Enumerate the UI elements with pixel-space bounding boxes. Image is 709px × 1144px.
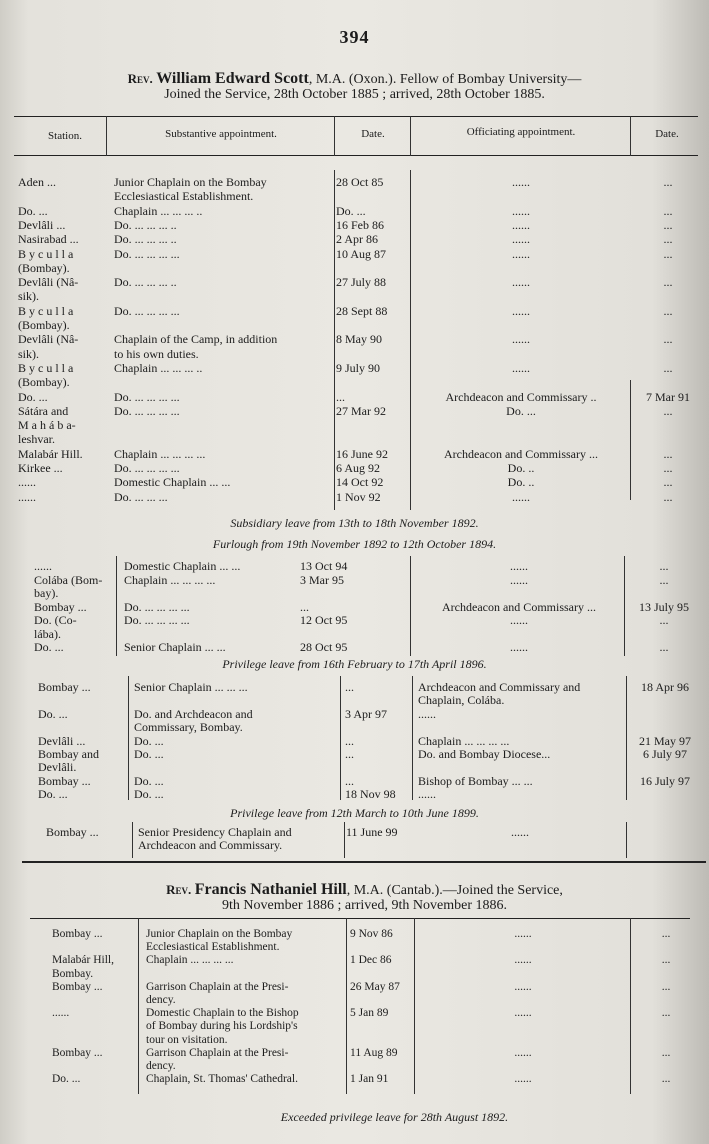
row-4-off: ......	[512, 232, 530, 247]
row-21-sub: Domestic Chaplain ... ...	[114, 475, 231, 490]
row-15-station: Do. ...	[18, 389, 48, 404]
entry-1-title-rest: , M.A. (Oxon.). Fellow of Bombay University—	[308, 72, 582, 87]
divider	[412, 676, 413, 800]
row-13-station: B y c u l l a	[18, 360, 74, 375]
divider	[630, 918, 631, 1094]
row-0-date: 13 Oct 94	[300, 559, 348, 573]
row-9-station: B y c u l l a	[18, 303, 74, 318]
row-2-off: ......	[512, 203, 530, 218]
row-7-d2: ...	[663, 275, 673, 290]
col-station: Station.	[48, 130, 82, 142]
row-4-station: Nasirabad ...	[18, 232, 79, 247]
entry-2-heading	[10, 882, 709, 913]
row-6-station: Do. ...	[34, 640, 64, 654]
row-2-sub: Chaplain ... ... ... ..	[114, 203, 203, 218]
row-6-sub: Senior Chaplain ... ...	[124, 640, 226, 654]
row-9-sub: Do. ... ... ... ...	[114, 303, 180, 318]
row-2-date: 3 Apr 97	[345, 706, 387, 721]
row-3-date: 16 Feb 86	[336, 217, 384, 232]
row-7-sub: of Bombay during his Lordship's	[146, 1020, 298, 1033]
row-8-station: sik).	[18, 289, 39, 304]
row-5-sub: Do. ...	[134, 747, 164, 761]
row-0-sub: Domestic Chaplain ... ...	[124, 559, 241, 573]
row-9-d2: ...	[663, 303, 673, 318]
row-22-date: 1 Nov 92	[336, 489, 381, 504]
row-4-sub: Do. ...	[134, 733, 164, 748]
row-7-off: Bishop of Bombay ... ...	[418, 773, 533, 788]
row-11-sub: Chaplain of the Camp, in addition	[114, 332, 278, 347]
header-bottom-rule	[14, 155, 698, 156]
row-1-sub: Archdeacon and Commissary.	[138, 838, 283, 852]
row-20-off: Do. ..	[507, 461, 535, 475]
divider	[414, 918, 415, 1094]
row-13-off: ......	[512, 360, 530, 375]
row-0-station: Bombay ...	[46, 825, 99, 839]
col-date-1: Date.	[361, 128, 385, 140]
page-number: 394	[339, 27, 370, 47]
divider	[334, 170, 335, 510]
table-top-rule	[14, 116, 698, 117]
row-6-station: (Bombay).	[18, 260, 70, 275]
row-4-sub: Do. ... ... ... ..	[114, 232, 177, 247]
entry-1-rev: Rev.	[127, 71, 153, 86]
note-privilege-leave-1899: Privilege leave from 12th March to 10th June 1899.	[230, 806, 479, 820]
row-0-station: Bombay ...	[52, 928, 103, 940]
row-4-sub: Do. ... ... ... ...	[124, 613, 190, 627]
row-4-off: ......	[514, 980, 532, 993]
row-4-station: Do. (Co-	[34, 613, 77, 627]
row-7-sub: Do. ...	[134, 773, 164, 788]
entry-1-service-line: Joined the Service, 28th October 1885 ; arrived, 28th October 1885.	[164, 87, 545, 102]
row-2-station: bay).	[34, 586, 59, 600]
row-15-sub: Do. ... ... ... ...	[114, 389, 180, 404]
row-5-off: ......	[512, 246, 530, 261]
row-11-date: 1 Jan 91	[350, 1073, 389, 1086]
row-22-off: ......	[512, 489, 530, 504]
row-4-date: 12 Oct 95	[300, 613, 348, 627]
row-16-off: Do. ...	[506, 403, 536, 418]
row-19-station: Malabár Hill.	[18, 446, 83, 461]
row-20-d2: ...	[663, 461, 673, 475]
divider	[334, 116, 335, 156]
row-16-date: 27 Mar 92	[336, 403, 386, 418]
row-4-d2: ...	[659, 613, 669, 627]
row-0-off: ......	[511, 825, 529, 839]
row-4-date: 2 Apr 86	[336, 232, 378, 247]
row-4-off: Chaplain ... ... ... ...	[418, 733, 510, 748]
row-17-station: M a h á b a-	[18, 418, 76, 433]
row-1-station: Colába (Bom-	[34, 572, 103, 587]
row-3-sub: Commissary, Bombay.	[134, 720, 243, 735]
row-3-d2: ...	[663, 217, 673, 232]
row-9-sub: Garrison Chaplain at the Presi-	[146, 1046, 289, 1059]
row-19-d2: ...	[663, 446, 673, 461]
row-8-sub: Do. ...	[134, 787, 164, 802]
note-privilege-leave-1896: Privilege leave from 16th February to 17th April 1896.	[222, 657, 487, 671]
row-3-sub: Do. ... ... ... ...	[124, 599, 190, 614]
row-21-station: ......	[18, 475, 36, 490]
row-0-station: ......	[34, 559, 52, 573]
row-9-date: 28 Sept 88	[336, 303, 388, 318]
entry-2-name: Francis Nathaniel Hill	[194, 881, 347, 898]
divider	[626, 822, 627, 858]
row-20-station: Kirkee ...	[18, 461, 63, 475]
row-12-station: sik).	[18, 346, 39, 361]
entry-2-title-rest: , M.A. (Cantab.).—Joined the Service,	[346, 883, 563, 898]
divider	[132, 822, 133, 858]
row-6-station: ......	[52, 1007, 70, 1020]
row-11-sub: Chaplain, St. Thomas' Cathedral.	[146, 1073, 298, 1086]
row-0-date: 9 Nov 86	[350, 928, 393, 940]
row-5-date: 10 Aug 87	[336, 246, 387, 261]
row-16-d2: ...	[663, 403, 673, 418]
entry-2-rev: Rev.	[166, 882, 192, 897]
row-10-sub: dency.	[146, 1060, 176, 1072]
col-date-2: Date.	[655, 128, 679, 140]
row-15-d2: 7 Mar 91	[646, 389, 690, 404]
row-2-d2: ...	[661, 954, 671, 967]
divider	[630, 116, 631, 156]
row-5-station: B y c u l l a	[18, 246, 74, 261]
row-7-sub: Do. ... ... ... ..	[114, 275, 177, 290]
row-12-sub: to his own duties.	[114, 346, 199, 361]
row-1-sub: Chaplain ... ... ... ...	[124, 572, 216, 587]
row-1-d2: ...	[659, 572, 669, 587]
note-exceeded-leave: Exceeded privilege leave for 28th August 1892.	[280, 1110, 509, 1124]
row-6-date: 28 Oct 95	[300, 640, 348, 654]
row-4-d2: ...	[663, 232, 673, 247]
divider	[346, 918, 347, 1094]
divider	[630, 380, 631, 500]
row-0-off: Archdeacon and Commissary and	[418, 680, 581, 694]
divider	[340, 676, 341, 800]
col-officiating: Officiating appointment.	[466, 126, 576, 138]
row-6-off: ......	[514, 1007, 532, 1020]
row-19-date: 16 June 92	[336, 446, 388, 461]
row-9-off: ......	[512, 303, 530, 318]
row-6-d2: ...	[659, 640, 669, 654]
note-furlough: Furlough from 19th November 1892 to 12th October 1894.	[212, 537, 497, 551]
row-7-off: ......	[512, 275, 530, 290]
row-4-off: ......	[510, 613, 528, 627]
row-0-d2: ...	[663, 175, 673, 189]
row-4-d2: 21 May 97	[639, 733, 691, 748]
row-15-off: Archdeacon and Commissary ..	[445, 389, 597, 404]
row-0-sub: Senior Presidency Chaplain and	[138, 825, 292, 839]
entry-1-name: William Edward Scott	[156, 70, 309, 87]
row-2-sub: Chaplain ... ... ... ...	[146, 954, 234, 967]
row-0-d2: 18 Apr 96	[641, 680, 689, 694]
row-21-d2: ...	[663, 475, 673, 490]
row-3-station: Bombay ...	[34, 599, 87, 614]
entry-2-service-line: 9th November 1886 ; arrived, 9th November 1886.	[222, 898, 507, 913]
row-11-d2: ...	[661, 1073, 671, 1086]
row-0-off: ......	[510, 559, 528, 573]
row-5-station: lába).	[34, 626, 61, 641]
row-2-date: Do. ...	[336, 203, 366, 218]
row-4-station: Devlâli ...	[38, 733, 86, 748]
row-7-station: Devlâli (Nâ-	[18, 275, 79, 290]
row-3-station: Bombay.	[52, 967, 94, 980]
entry-1-heading	[0, 71, 709, 102]
row-18-station: leshvar.	[18, 432, 55, 447]
row-22-d2: ...	[663, 489, 673, 504]
row-8-off: ......	[418, 787, 436, 802]
row-0-off: ......	[514, 928, 532, 940]
row-9-station: Bombay ...	[52, 1046, 103, 1059]
row-21-off: Do. ..	[507, 475, 535, 490]
row-0-sub: Junior Chaplain on the Bombay	[146, 928, 293, 940]
row-6-d2: ...	[661, 1007, 671, 1020]
row-4-d2: ...	[661, 980, 671, 993]
row-3-d2: 13 July 95	[638, 599, 689, 614]
row-2-d2: ...	[663, 203, 673, 218]
row-20-sub: Do. ... ... ... ...	[114, 461, 180, 475]
col-substantive: Substantive appointment.	[165, 128, 277, 140]
divider	[410, 556, 411, 656]
row-3-date: ...	[300, 599, 309, 614]
row-6-station: Devlâli.	[38, 760, 77, 775]
entry-2-top-rule	[30, 918, 690, 919]
row-1-sub: Ecclesiastical Establishment.	[146, 941, 280, 954]
row-11-off: ......	[512, 332, 530, 347]
row-2-date: 1 Dec 86	[350, 954, 392, 967]
row-0-d2: ...	[659, 559, 669, 573]
row-20-date: 6 Aug 92	[336, 461, 381, 475]
row-4-date: ...	[345, 733, 354, 748]
row-1-off: Chaplain, Colába.	[418, 693, 505, 708]
row-1-sub: Ecclesiastical Establishment.	[114, 189, 254, 204]
row-4-date: 26 May 87	[350, 980, 400, 993]
row-13-sub: Chaplain ... ... ... ..	[114, 360, 203, 375]
row-0-date: 28 Oct 85	[336, 175, 384, 189]
row-21-date: 14 Oct 92	[336, 475, 384, 490]
row-6-date: 5 Jan 89	[350, 1007, 389, 1020]
row-0-date: ...	[345, 680, 354, 694]
row-13-d2: ...	[663, 360, 673, 375]
row-0-sub: Senior Chaplain ... ... ...	[134, 680, 248, 694]
row-3-off: Archdeacon and Commissary ...	[442, 599, 596, 614]
row-2-station: Do. ...	[18, 203, 48, 218]
row-5-off: Do. and Bombay Diocese...	[418, 747, 551, 761]
row-19-off: Archdeacon and Commissary ...	[444, 446, 598, 461]
row-11-d2: ...	[663, 332, 673, 347]
row-22-station: ......	[18, 489, 36, 504]
row-2-off: ......	[418, 706, 436, 721]
row-1-date: 3 Mar 95	[300, 572, 344, 587]
row-9-d2: ...	[661, 1046, 671, 1059]
row-9-off: ......	[514, 1046, 532, 1059]
row-1-off: ......	[510, 572, 528, 587]
row-16-sub: Do. ... ... ... ...	[114, 403, 180, 418]
divider	[138, 918, 139, 1094]
note-subsidiary-leave: Subsidiary leave from 13th to 18th November 1892.	[230, 516, 479, 530]
row-5-d2: 6 July 97	[642, 747, 687, 761]
row-16-station: Sátára and	[18, 403, 69, 418]
row-7-station: Bombay ...	[38, 773, 91, 788]
row-2-sub: Do. and Archdeacon and	[134, 706, 253, 721]
row-13-date: 9 July 90	[336, 360, 381, 375]
row-2-station: Malabár Hill,	[52, 954, 114, 967]
row-6-off: ......	[510, 640, 528, 654]
row-3-sub: Do. ... ... ... ..	[114, 217, 177, 232]
divider	[410, 116, 411, 156]
row-0-date: 11 June 99	[346, 825, 398, 839]
row-3-off: ......	[512, 217, 530, 232]
row-11-station: Do. ...	[52, 1073, 81, 1086]
row-5-date: ...	[345, 747, 354, 761]
row-4-sub: Garrison Chaplain at the Presi-	[146, 980, 289, 993]
divider	[128, 676, 129, 800]
row-14-station: (Bombay).	[18, 375, 70, 390]
row-11-off: ......	[514, 1073, 532, 1086]
row-3-station: Devlâli ...	[18, 217, 66, 232]
row-5-sub: Do. ... ... ... ...	[114, 246, 180, 261]
row-8-date: 18 Nov 98	[345, 787, 396, 802]
row-7-date: 27 July 88	[336, 275, 387, 290]
row-0-station: Bombay ...	[38, 680, 91, 694]
row-22-sub: Do. ... ... ...	[114, 489, 168, 504]
entry-separator-rule	[22, 861, 706, 863]
row-7-date: ...	[345, 773, 354, 788]
row-5-sub: dency.	[146, 994, 176, 1006]
row-9-date: 11 Aug 89	[350, 1046, 398, 1059]
row-5-d2: ...	[663, 246, 673, 261]
row-10-station: (Bombay).	[18, 318, 70, 332]
row-15-date: ...	[336, 389, 345, 404]
row-11-station: Devlâli (Nâ-	[18, 332, 79, 347]
row-5-station: Bombay and	[38, 747, 99, 761]
divider	[344, 822, 345, 858]
row-0-station: Aden ...	[18, 175, 56, 189]
row-7-d2: 16 July 97	[639, 773, 690, 788]
row-4-station: Bombay ...	[52, 980, 103, 993]
row-8-sub: tour on visitation.	[146, 1033, 228, 1046]
row-8-station: Do. ...	[38, 787, 68, 802]
row-2-off: ......	[514, 954, 532, 967]
divider	[106, 116, 107, 156]
row-0-d2: ...	[661, 928, 671, 940]
row-2-station: Do. ...	[38, 706, 68, 721]
row-11-date: 8 May 90	[336, 332, 382, 347]
divider	[116, 556, 117, 656]
row-0-sub: Junior Chaplain on the Bombay	[114, 175, 267, 189]
row-19-sub: Chaplain ... ... ... ...	[114, 446, 206, 461]
row-6-sub: Domestic Chaplain to the Bishop	[146, 1007, 299, 1020]
row-0-off: ......	[512, 175, 530, 189]
divider	[410, 170, 411, 510]
